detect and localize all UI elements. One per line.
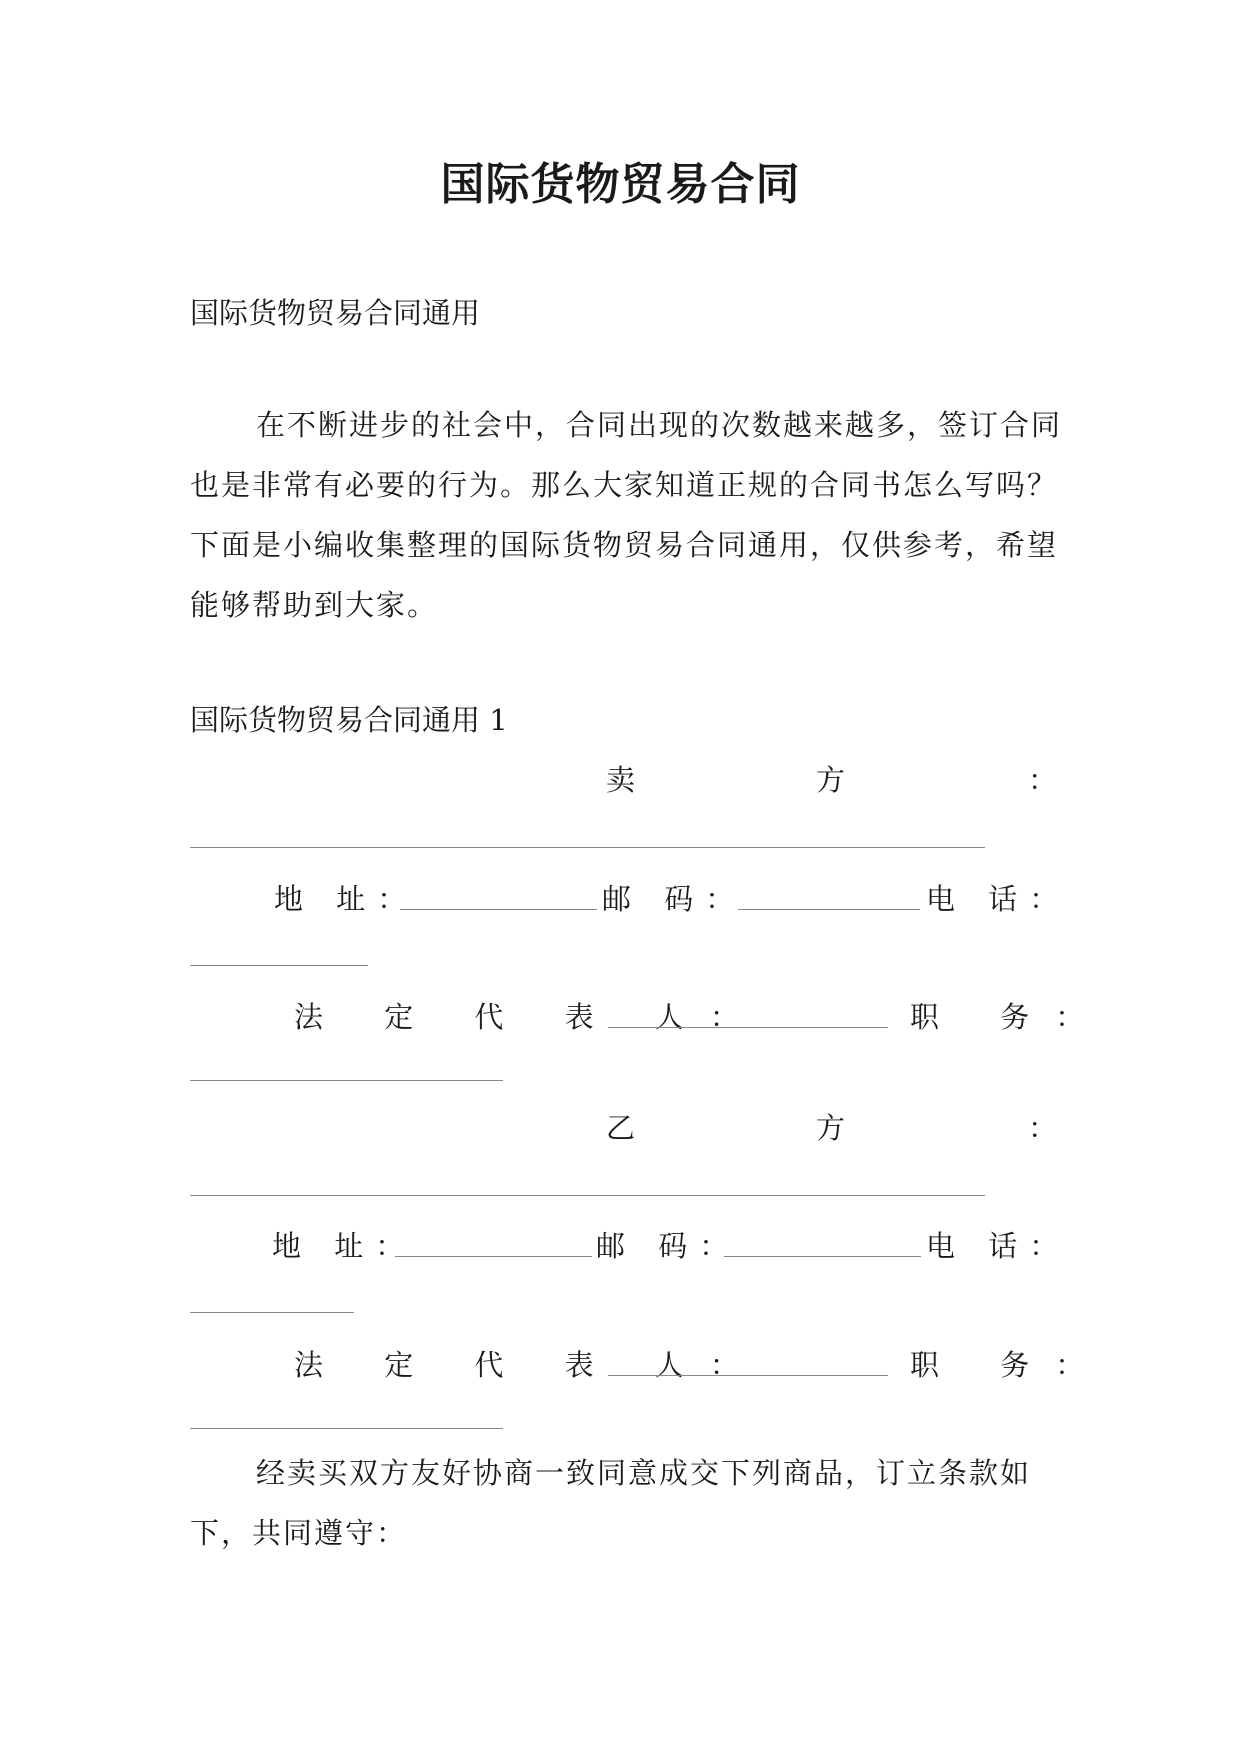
seller-legal-rep-row (190, 997, 1111, 1037)
buyer-address-field[interactable] (395, 1256, 592, 1257)
seller-legal-rep-label: 法 定 代 表 人： (294, 1000, 765, 1034)
seller-postcode-field[interactable] (738, 909, 920, 910)
seller-address-label: 地 址： (274, 882, 419, 916)
seller-label-char2: 方 (816, 763, 846, 797)
seller-label-char1: 卖 (606, 763, 636, 797)
buyer-phone-field[interactable] (190, 1312, 354, 1313)
seller-phone-field[interactable] (190, 965, 368, 966)
buyer-contact-row (190, 1226, 1071, 1266)
document-title: 国际货物贸易合同 (440, 159, 801, 210)
seller-phone-label: 电 话： (926, 882, 1071, 916)
seller-position-label: 职 务： (910, 1000, 1111, 1034)
seller-label-colon: ： (1028, 763, 1058, 797)
agreement-paragraph: 经卖买双方友好协商一致同意成交下列商品，订立条款如下，共同遵守： (190, 1456, 1032, 1550)
buyer-party-row (190, 1108, 1060, 1148)
seller-postcode-label: 邮 码： (602, 882, 747, 916)
seller-contact-row (190, 879, 1071, 919)
intro-paragraph: 在不断进步的社会中，合同出现的次数越来越多，签订合同也是非常有必要的行为。那么大家知道正规的合同书怎么写吗？下面是小编收集整理的国际货物贸易合同通用，仅供参考，希望能够帮助到大家。 (190, 408, 1063, 622)
buyer-legal-rep-field[interactable] (608, 1375, 888, 1376)
seller-address-field[interactable] (400, 909, 597, 910)
buyer-label-char1: 乙 (606, 1111, 636, 1145)
buyer-label-colon: ： (1028, 1111, 1058, 1145)
section-heading: 国际货物贸易合同通用 1 (190, 703, 508, 737)
seller-name-field[interactable] (190, 847, 985, 848)
buyer-label-char2: 方 (816, 1111, 846, 1145)
buyer-legal-rep-label: 法 定 代 表 人： (294, 1348, 765, 1382)
buyer-phone-label: 电 话： (926, 1229, 1071, 1263)
buyer-legal-rep-row (190, 1345, 1111, 1385)
buyer-address-label: 地 址： (272, 1229, 417, 1263)
buyer-position-label: 职 务： (910, 1348, 1111, 1382)
buyer-postcode-field[interactable] (724, 1256, 921, 1257)
seller-position-field[interactable] (190, 1080, 503, 1081)
buyer-name-field[interactable] (190, 1195, 985, 1196)
buyer-postcode-label: 邮 码： (596, 1229, 741, 1263)
buyer-position-field[interactable] (190, 1428, 503, 1429)
seller-party-row (190, 760, 1060, 800)
document-subtitle: 国际货物贸易合同通用 (190, 296, 481, 330)
seller-legal-rep-field[interactable] (608, 1027, 888, 1028)
